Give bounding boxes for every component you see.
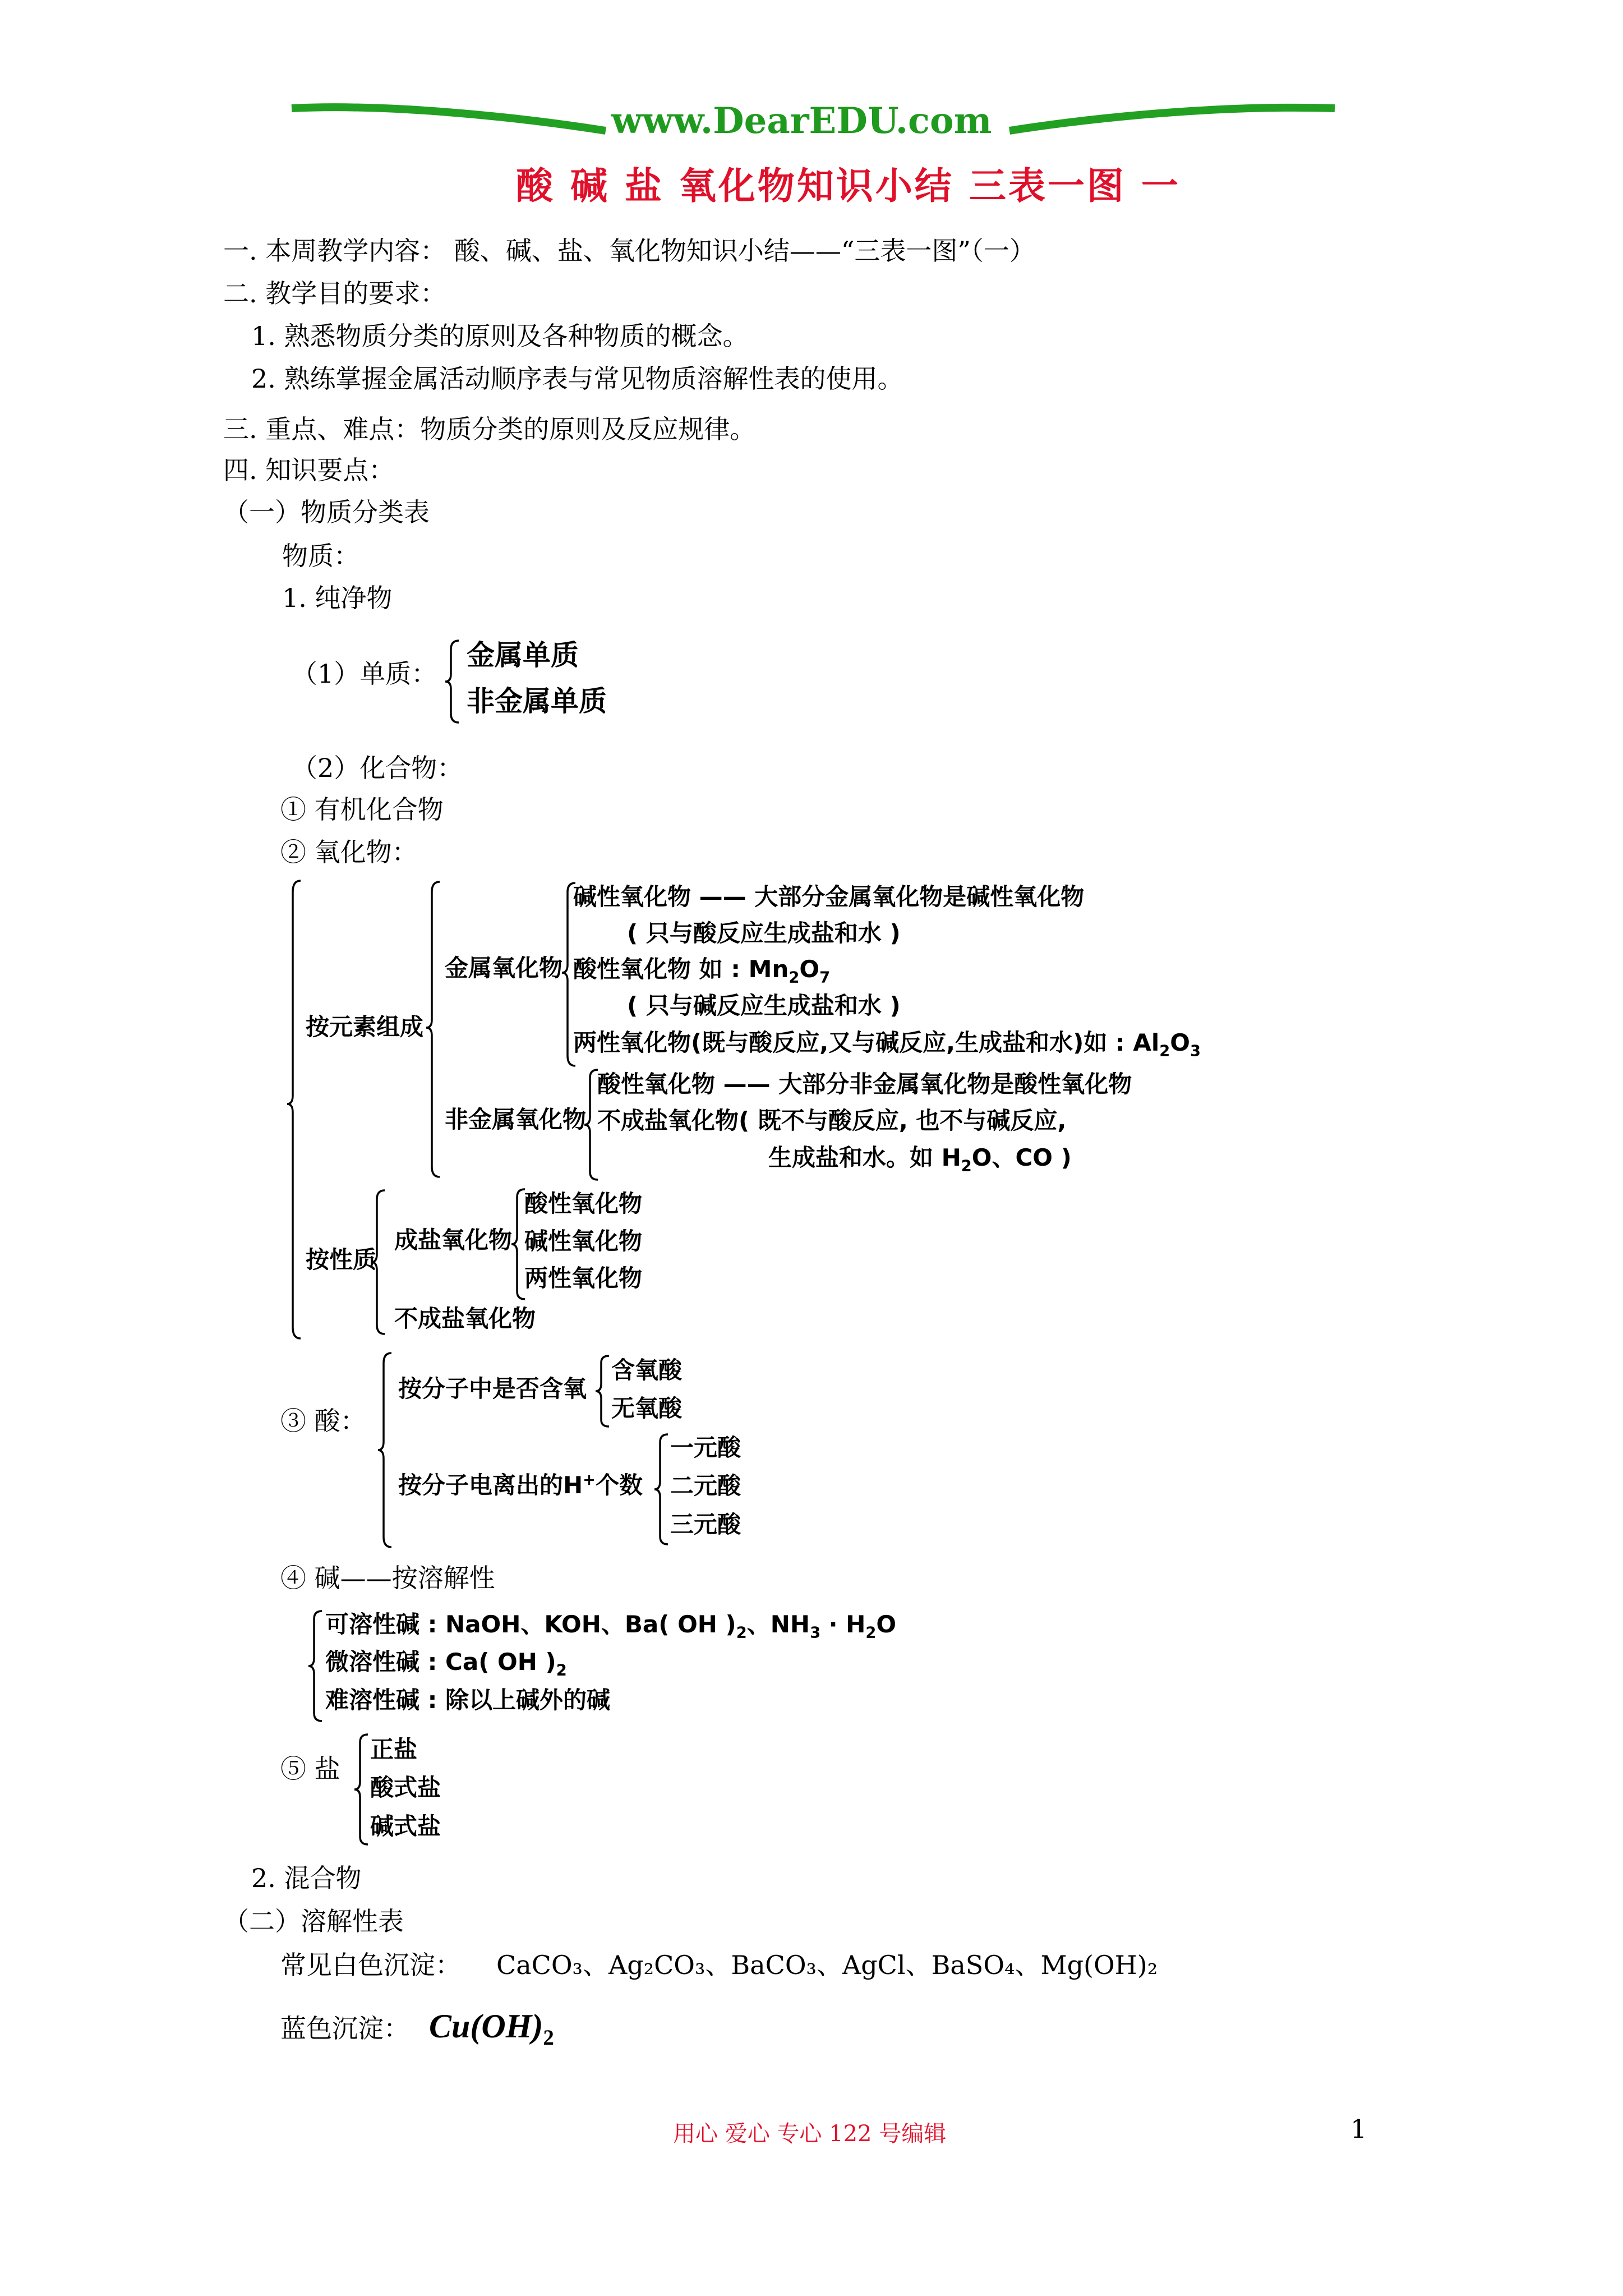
blue-precipitate-formula: $Cu(OH)_2$	[429, 2008, 554, 2050]
nonmetal-element: 非金属单质	[467, 685, 607, 717]
by-property-brace	[370, 1189, 387, 1335]
acid-by-hydrogen: 按分子电离出的H+个数	[398, 1471, 643, 1499]
acidic-oxide-note: ( 只与碱反应生成盐和水 )	[627, 992, 901, 1019]
section-2: 二. 教学目的要求：	[223, 278, 446, 309]
base-brace	[307, 1610, 324, 1722]
base-label: ④ 碱——按溶解性	[280, 1563, 495, 1593]
section-1: 一. 本周教学内容： 酸、碱、盐、氧化物知识小结——“三表一图”（一）	[223, 236, 1035, 266]
header-swoosh-left	[292, 98, 606, 137]
amphoteric-oxide: 两性氧化物(既与酸反应,又与碱反应,生成盐和水)如 : $Al_2O_3$	[573, 1029, 1201, 1060]
salt-brace	[353, 1733, 370, 1846]
non-salt-forming-oxide: 不成盐氧化物( 既不与酸反应, 也不与碱反应,	[597, 1107, 1067, 1134]
oxyacid: 含氧酸	[611, 1356, 683, 1384]
header-swoosh-right	[1009, 98, 1335, 137]
page-number: 1	[1350, 2114, 1367, 2144]
property-amphoteric-oxide: 两性氧化物	[524, 1264, 643, 1292]
by-property-label: 按性质	[306, 1246, 377, 1273]
section-4-sub-1: （一）物质分类表	[223, 497, 430, 527]
nonmetal-oxide-label: 非金属氧化物	[445, 1106, 587, 1133]
acid-by-oxygen: 按分子中是否含氧	[398, 1375, 587, 1402]
white-precipitate-list: CaCO₃、Ag₂CO₃、BaCO₃、AgCl、BaSO₄、Mg(OH)₂	[496, 1950, 1158, 1980]
element-label: （1）单质：	[292, 659, 437, 689]
solubility-heading: （二）溶解性表	[223, 1906, 404, 1936]
oxide-main-brace	[286, 880, 303, 1340]
page-title: 酸 碱 盐 氧化物知识小结 三表一图 一	[516, 164, 1181, 208]
mixture: 2. 混合物	[251, 1863, 362, 1893]
diprotic-acid: 二元酸	[670, 1472, 741, 1499]
section-2-item-2: 2. 熟练掌握金属活动顺序表与常见物质溶解性表的使用。	[251, 364, 903, 394]
normal-salt: 正盐	[370, 1736, 418, 1763]
property-acidic-oxide: 酸性氧化物	[524, 1190, 643, 1217]
metal-element: 金属单质	[467, 639, 579, 671]
non-salt-forming-example: 生成盐和水。如 $H_2O$、CO )	[768, 1144, 1072, 1175]
footer-credit: 用心 爱心 专心 122 号编辑	[673, 2121, 947, 2147]
metal-oxide-label: 金属氧化物	[445, 954, 563, 982]
section-4: 四. 知识要点：	[223, 455, 395, 485]
salt-label: ⑤ 盐	[280, 1754, 340, 1784]
blue-precipitate-label: 蓝色沉淀：	[280, 2013, 409, 2044]
by-element-label: 按元素组成	[306, 1013, 424, 1041]
nonmetal-acidic-oxide: 酸性氧化物 —— 大部分非金属氧化物是酸性氧化物	[597, 1070, 1132, 1098]
non-salt-oxide: 不成盐氧化物	[394, 1305, 536, 1332]
triprotic-acid: 三元酸	[670, 1511, 741, 1538]
slightly-soluble-base: 微溶性碱 : Ca( OH )$_2$	[325, 1648, 567, 1680]
acid-oxygen-brace	[594, 1355, 611, 1428]
acidic-oxide-text: 酸性氧化物 如 : Mn	[573, 955, 789, 983]
site-logo: www.DearEDU.com	[611, 100, 992, 142]
section-3: 三. 重点、难点：物质分类的原则及反应规律。	[223, 414, 756, 444]
acid-brace	[377, 1352, 394, 1548]
acidic-oxide: 酸性氧化物 如 : $Mn_2O_7$	[573, 955, 831, 987]
element-brace	[444, 639, 461, 724]
basic-salt: 碱式盐	[370, 1812, 441, 1840]
basic-oxide-note: ( 只与酸反应生成盐和水 )	[627, 919, 901, 947]
basic-oxide: 碱性氧化物 —— 大部分金属氧化物是碱性氧化物	[573, 883, 1085, 910]
property-basic-oxide: 碱性氧化物	[524, 1227, 643, 1255]
acid-label: ③ 酸：	[280, 1406, 366, 1436]
oxide-label: ② 氧化物：	[280, 837, 418, 867]
hydracid: 无氧酸	[611, 1395, 683, 1422]
monoprotic-acid: 一元酸	[670, 1434, 741, 1461]
by-element-brace	[425, 881, 442, 1178]
acid-salt: 酸式盐	[370, 1774, 441, 1801]
compound-label: （2）化合物：	[292, 753, 463, 783]
salt-forming-oxide: 成盐氧化物	[394, 1226, 513, 1254]
section-2-item-1: 1. 熟悉物质分类的原则及各种物质的概念。	[251, 321, 749, 351]
organic-compound: ① 有机化合物	[280, 794, 444, 825]
soluble-base: 可溶性碱 : NaOH、KOH、Ba( OH )$_2$、$NH_3 \cdot H_2O$	[325, 1611, 897, 1642]
matter-label: 物质：	[282, 541, 359, 571]
white-precipitate-label: 常见白色沉淀：	[280, 1950, 461, 1980]
acid-hydrogen-brace	[653, 1433, 670, 1545]
insoluble-base: 难溶性碱 : 除以上碱外的碱	[325, 1686, 611, 1714]
pure-substance: 1. 纯净物	[282, 583, 393, 613]
